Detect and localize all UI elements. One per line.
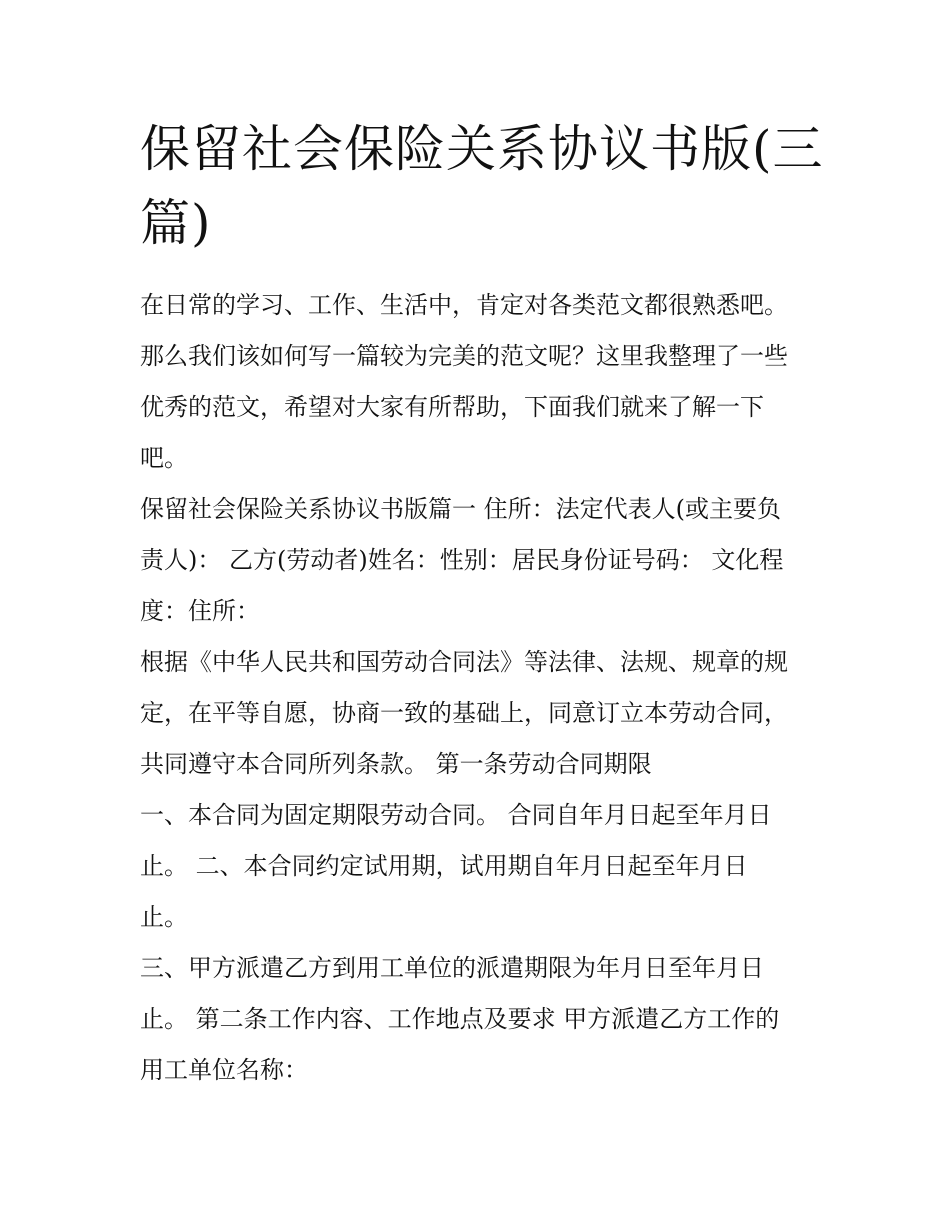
text-line: 用工单位名称： — [140, 1056, 308, 1084]
paragraph-dispatch — [140, 943, 820, 1096]
text-line: 一、本合同为固定期限劳动合同。 合同自年月日起至年月日 — [140, 801, 772, 829]
text-line: 责人)： 乙方(劳动者)姓名：性别：居民身份证号码： 文化程 — [140, 546, 784, 574]
text-line: 定，在平等自愿，协商一致的基础上，同意订立本劳动合同， — [140, 699, 788, 727]
text-line: 吧。 — [140, 444, 188, 472]
paragraph-contract-term — [140, 790, 820, 943]
text-line: 止。 第二条工作内容、工作地点及要求 甲方派遣乙方工作的 — [140, 1005, 780, 1033]
text-line: 度：住所： — [140, 597, 260, 625]
document-body — [140, 280, 820, 1096]
text-line: 止。 — [140, 903, 188, 931]
paragraph-intro — [140, 280, 820, 484]
text-line: 在日常的学习、工作、生活中，肯定对各类范文都很熟悉吧。 — [140, 291, 788, 319]
title-line: 保留社会保险关系协议书版(三 — [140, 120, 824, 178]
text-line: 止。 二、本合同约定试用期，试用期自年月日起至年月日 — [140, 852, 748, 880]
text-line: 共同遵守本合同所列条款。 第一条劳动合同期限 — [140, 750, 652, 778]
document-title — [140, 112, 830, 260]
paragraph-parties — [140, 484, 820, 637]
text-line: 保留社会保险关系协议书版篇一 住所：法定代表人(或主要负 — [140, 495, 781, 523]
text-line: 优秀的范文，希望对大家有所帮助，下面我们就来了解一下 — [140, 393, 764, 421]
paragraph-legal-basis — [140, 637, 820, 790]
text-line: 那么我们该如何写一篇较为完美的范文呢？这里我整理了一些 — [140, 342, 788, 370]
text-line: 三、甲方派遣乙方到用工单位的派遣期限为年月日至年月日 — [140, 954, 764, 982]
title-line: 篇) — [140, 194, 212, 252]
text-line: 根据《中华人民共和国劳动合同法》等法律、法规、规章的规 — [140, 648, 788, 676]
